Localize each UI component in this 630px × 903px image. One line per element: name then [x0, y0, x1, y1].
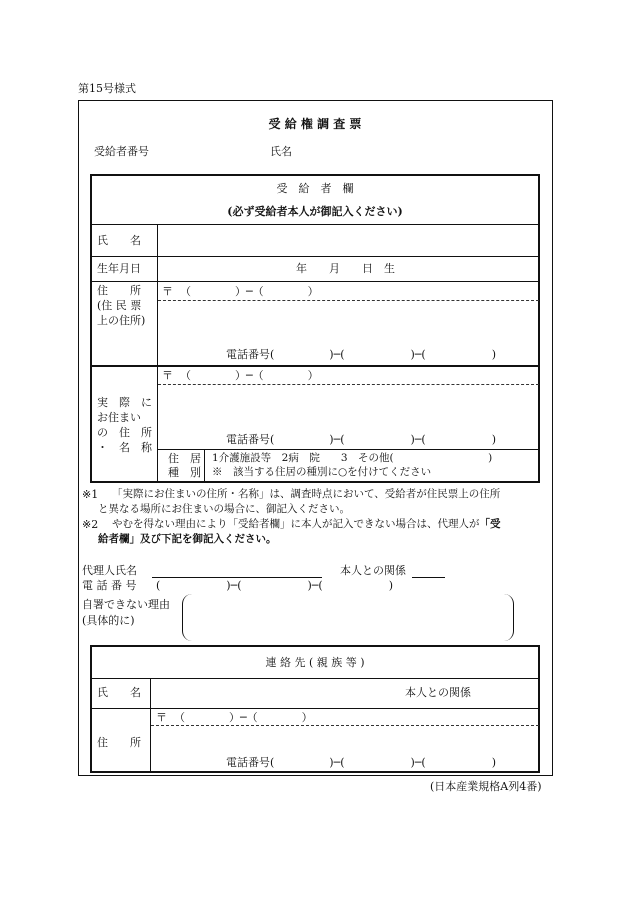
footer-standard-note: (日本産業規格A列4番): [430, 780, 542, 793]
agent-relation-field[interactable]: [412, 562, 445, 577]
postal-field[interactable]: （ ）─（ ）: [180, 285, 319, 298]
note-2-line-1: やむを得ない理由により「受給者欄」に本人が記入できない場合は、代理人が「受: [112, 518, 501, 530]
agent-phone-field[interactable]: ( )─( )─( ): [156, 579, 393, 592]
address-field[interactable]: [159, 302, 538, 344]
form-number: 第15号様式: [78, 82, 136, 95]
agent-name-label: 代理人氏名: [82, 564, 137, 577]
note-2-mark: ※2: [82, 518, 99, 531]
residence-type-options[interactable]: 1介護施設等 2病 院 3 その他( ): [212, 452, 493, 464]
divider: [91, 708, 539, 709]
contact-relation-label: 本人との関係: [405, 686, 471, 699]
divider: [91, 256, 539, 257]
agent-name-field[interactable]: [152, 562, 322, 577]
actual-address-field[interactable]: [159, 386, 538, 428]
agent-relation-label: 本人との関係: [340, 564, 406, 577]
postal-mark: 〒: [162, 285, 173, 298]
divider: [91, 678, 539, 679]
note-1-line-1: 「実際にお住まいの住所・名称」は、調査時点において、受給者が住民票上の住所: [112, 488, 501, 500]
actual-address-label-3: の 住 所: [97, 426, 152, 439]
address-sub-label-1: (住 民 票: [97, 299, 142, 312]
recipient-section-title: 受 給 者 欄: [276, 182, 354, 195]
contact-phone-line[interactable]: 電話番号( )─( )─( ): [226, 756, 496, 769]
agent-name-underline: [152, 577, 322, 578]
recipient-name-label: 氏 名: [97, 234, 141, 247]
divider: [91, 365, 539, 367]
reason-label-2: (具体的に): [82, 614, 135, 627]
actual-address-label-4: ・ 名 称: [97, 441, 152, 454]
contact-name-field[interactable]: [152, 680, 402, 707]
contact-address-field[interactable]: [152, 727, 538, 751]
contact-address-label: 住 所: [97, 736, 141, 749]
residence-type-label-2: 種 別: [168, 466, 201, 479]
divider: [158, 449, 539, 450]
header-name-label: 氏名: [270, 145, 292, 158]
actual-postal-field[interactable]: （ ）─（ ）: [180, 369, 319, 382]
agent-relation-underline: [412, 577, 445, 578]
note-1-mark: ※1: [82, 488, 99, 501]
contact-section-title: 連 絡 先 ( 親 族 等 ): [265, 656, 365, 669]
recipient-name-field[interactable]: [159, 226, 538, 255]
address-sub-label-2: 上の住所): [97, 314, 146, 327]
reason-field[interactable]: [182, 594, 514, 641]
dob-label: 生年月日: [97, 262, 141, 275]
dob-field[interactable]: [159, 258, 538, 280]
dob-units: 年 月 日 生: [296, 262, 395, 275]
phone-line[interactable]: 電話番号( )─( )─( ): [226, 348, 496, 361]
dashed-divider: [151, 725, 539, 726]
recipient-section-subtitle: (必ず受給者本人が御記入ください): [227, 205, 403, 218]
note-1-line-2: と異なる場所にお住まいの場合に、御記入ください。: [98, 503, 350, 515]
postal-mark: 〒: [156, 711, 167, 724]
dashed-divider: [158, 300, 539, 301]
residence-type-label-1: 住 居: [168, 452, 201, 465]
divider: [91, 281, 539, 282]
contact-name-label: 氏 名: [97, 686, 141, 699]
residence-type-divider: [204, 449, 205, 482]
reason-label-1: 自署できない理由: [82, 598, 170, 611]
note-2-line-2: 給者欄」及び下記を御記入ください。: [98, 533, 277, 545]
dashed-divider: [158, 384, 539, 385]
agent-phone-label: 電 話 番 号: [82, 579, 137, 592]
form-title: 受 給 権 調 査 票: [268, 117, 362, 131]
actual-address-label-1: 実 際 に: [97, 396, 152, 409]
recipient-number-label: 受給者番号: [94, 145, 149, 158]
contact-postal-field[interactable]: （ ）─（ ）: [174, 711, 313, 724]
postal-mark: 〒: [162, 369, 173, 382]
actual-phone-line[interactable]: 電話番号( )─( )─( ): [226, 433, 496, 446]
address-label: 住 所: [97, 284, 141, 297]
actual-address-label-2: お住まい: [97, 411, 141, 424]
divider: [91, 224, 539, 225]
residence-type-note: ※ 該当する住居の種別に○を付けてください: [212, 466, 432, 478]
label-column-divider: [157, 225, 158, 482]
